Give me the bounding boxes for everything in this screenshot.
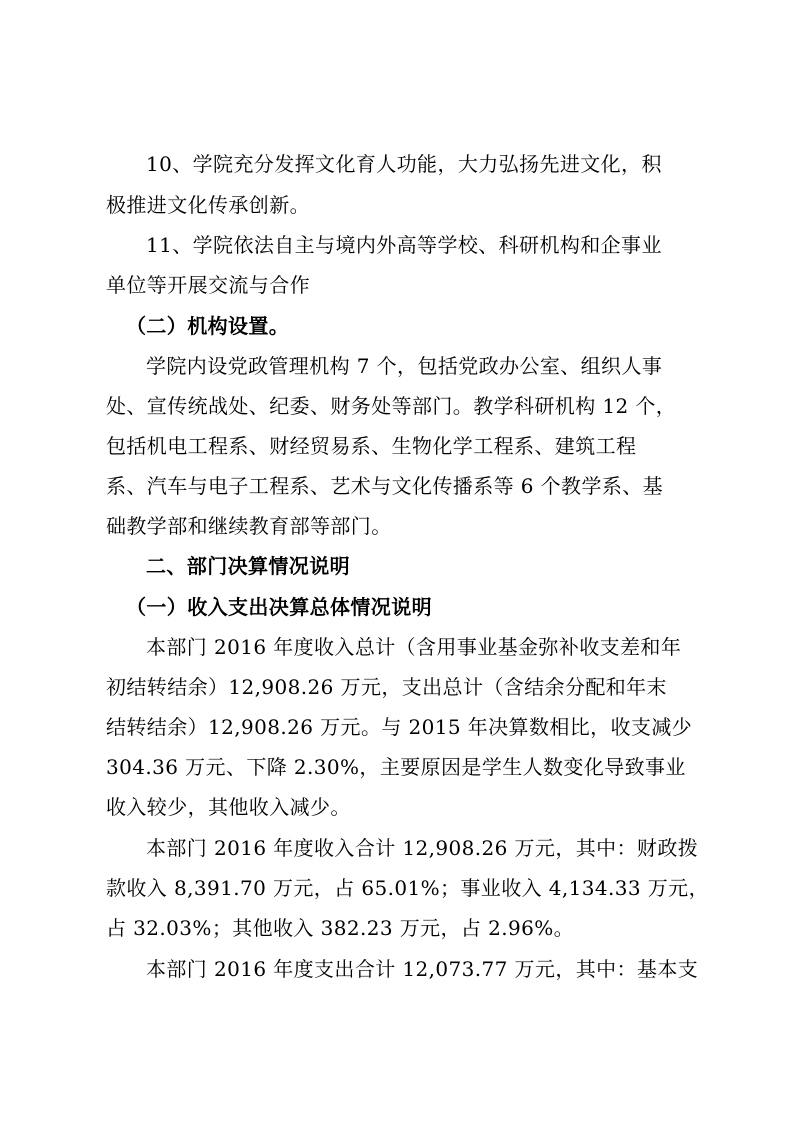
paragraph-line: 础教学部和继续教育部等部门。 — [106, 514, 392, 538]
paragraph-line: 11、学院依法自主与境内外高等学校、科研机构和企事业 — [146, 233, 662, 257]
subsection-heading: （一）收入支出决算总体情况说明 — [126, 595, 432, 619]
paragraph-line: 系、汽车与电子工程系、艺术与文化传播系等 6 个教学系、基 — [106, 474, 664, 498]
paragraph-line: 10、学院充分发挥文化育人功能，大力弘扬先进文化，积 — [146, 152, 662, 176]
paragraph-line: 304.36 万元、下降 2.30%，主要原因是学生人数变化导致事业 — [106, 755, 686, 779]
paragraph-line: 包括机电工程系、财经贸易系、生物化学工程系、建筑工程 — [106, 434, 637, 458]
section-heading: （二）机构设置。 — [126, 314, 290, 338]
paragraph-line: 本部门 2016 年度收入总计（含用事业基金弥补收支差和年 — [146, 635, 682, 659]
paragraph-line: 单位等开展交流与合作 — [106, 273, 310, 297]
paragraph-line: 收入较少，其他收入减少。 — [106, 795, 351, 819]
paragraph-line: 学院内设党政管理机构 7 个，包括党政办公室、组织人事 — [146, 354, 663, 378]
paragraph-line: 结转结余）12,908.26 万元。与 2015 年决算数相比，收支减少 — [106, 715, 693, 739]
paragraph-line: 初结转结余）12,908.26 万元，支出总计（含结余分配和年末 — [106, 675, 667, 699]
paragraph-line: 占 32.03%；其他收入 382.23 万元，占 2.96%。 — [106, 916, 575, 940]
section-heading: 二、部门决算情况说明 — [146, 554, 350, 578]
paragraph-line: 处、宣传统战处、纪委、财务处等部门。教学科研机构 12 个， — [106, 394, 677, 418]
paragraph-line: 本部门 2016 年度支出合计 12,073.77 万元，其中：基本支 — [146, 957, 699, 981]
paragraph-line: 极推进文化传承创新。 — [106, 193, 310, 217]
paragraph-line: 本部门 2016 年度收入合计 12,908.26 万元，其中：财政拨 — [146, 836, 699, 860]
paragraph-line: 款收入 8,391.70 万元，占 65.01%；事业收入 4,134.33 万元， — [106, 876, 709, 900]
